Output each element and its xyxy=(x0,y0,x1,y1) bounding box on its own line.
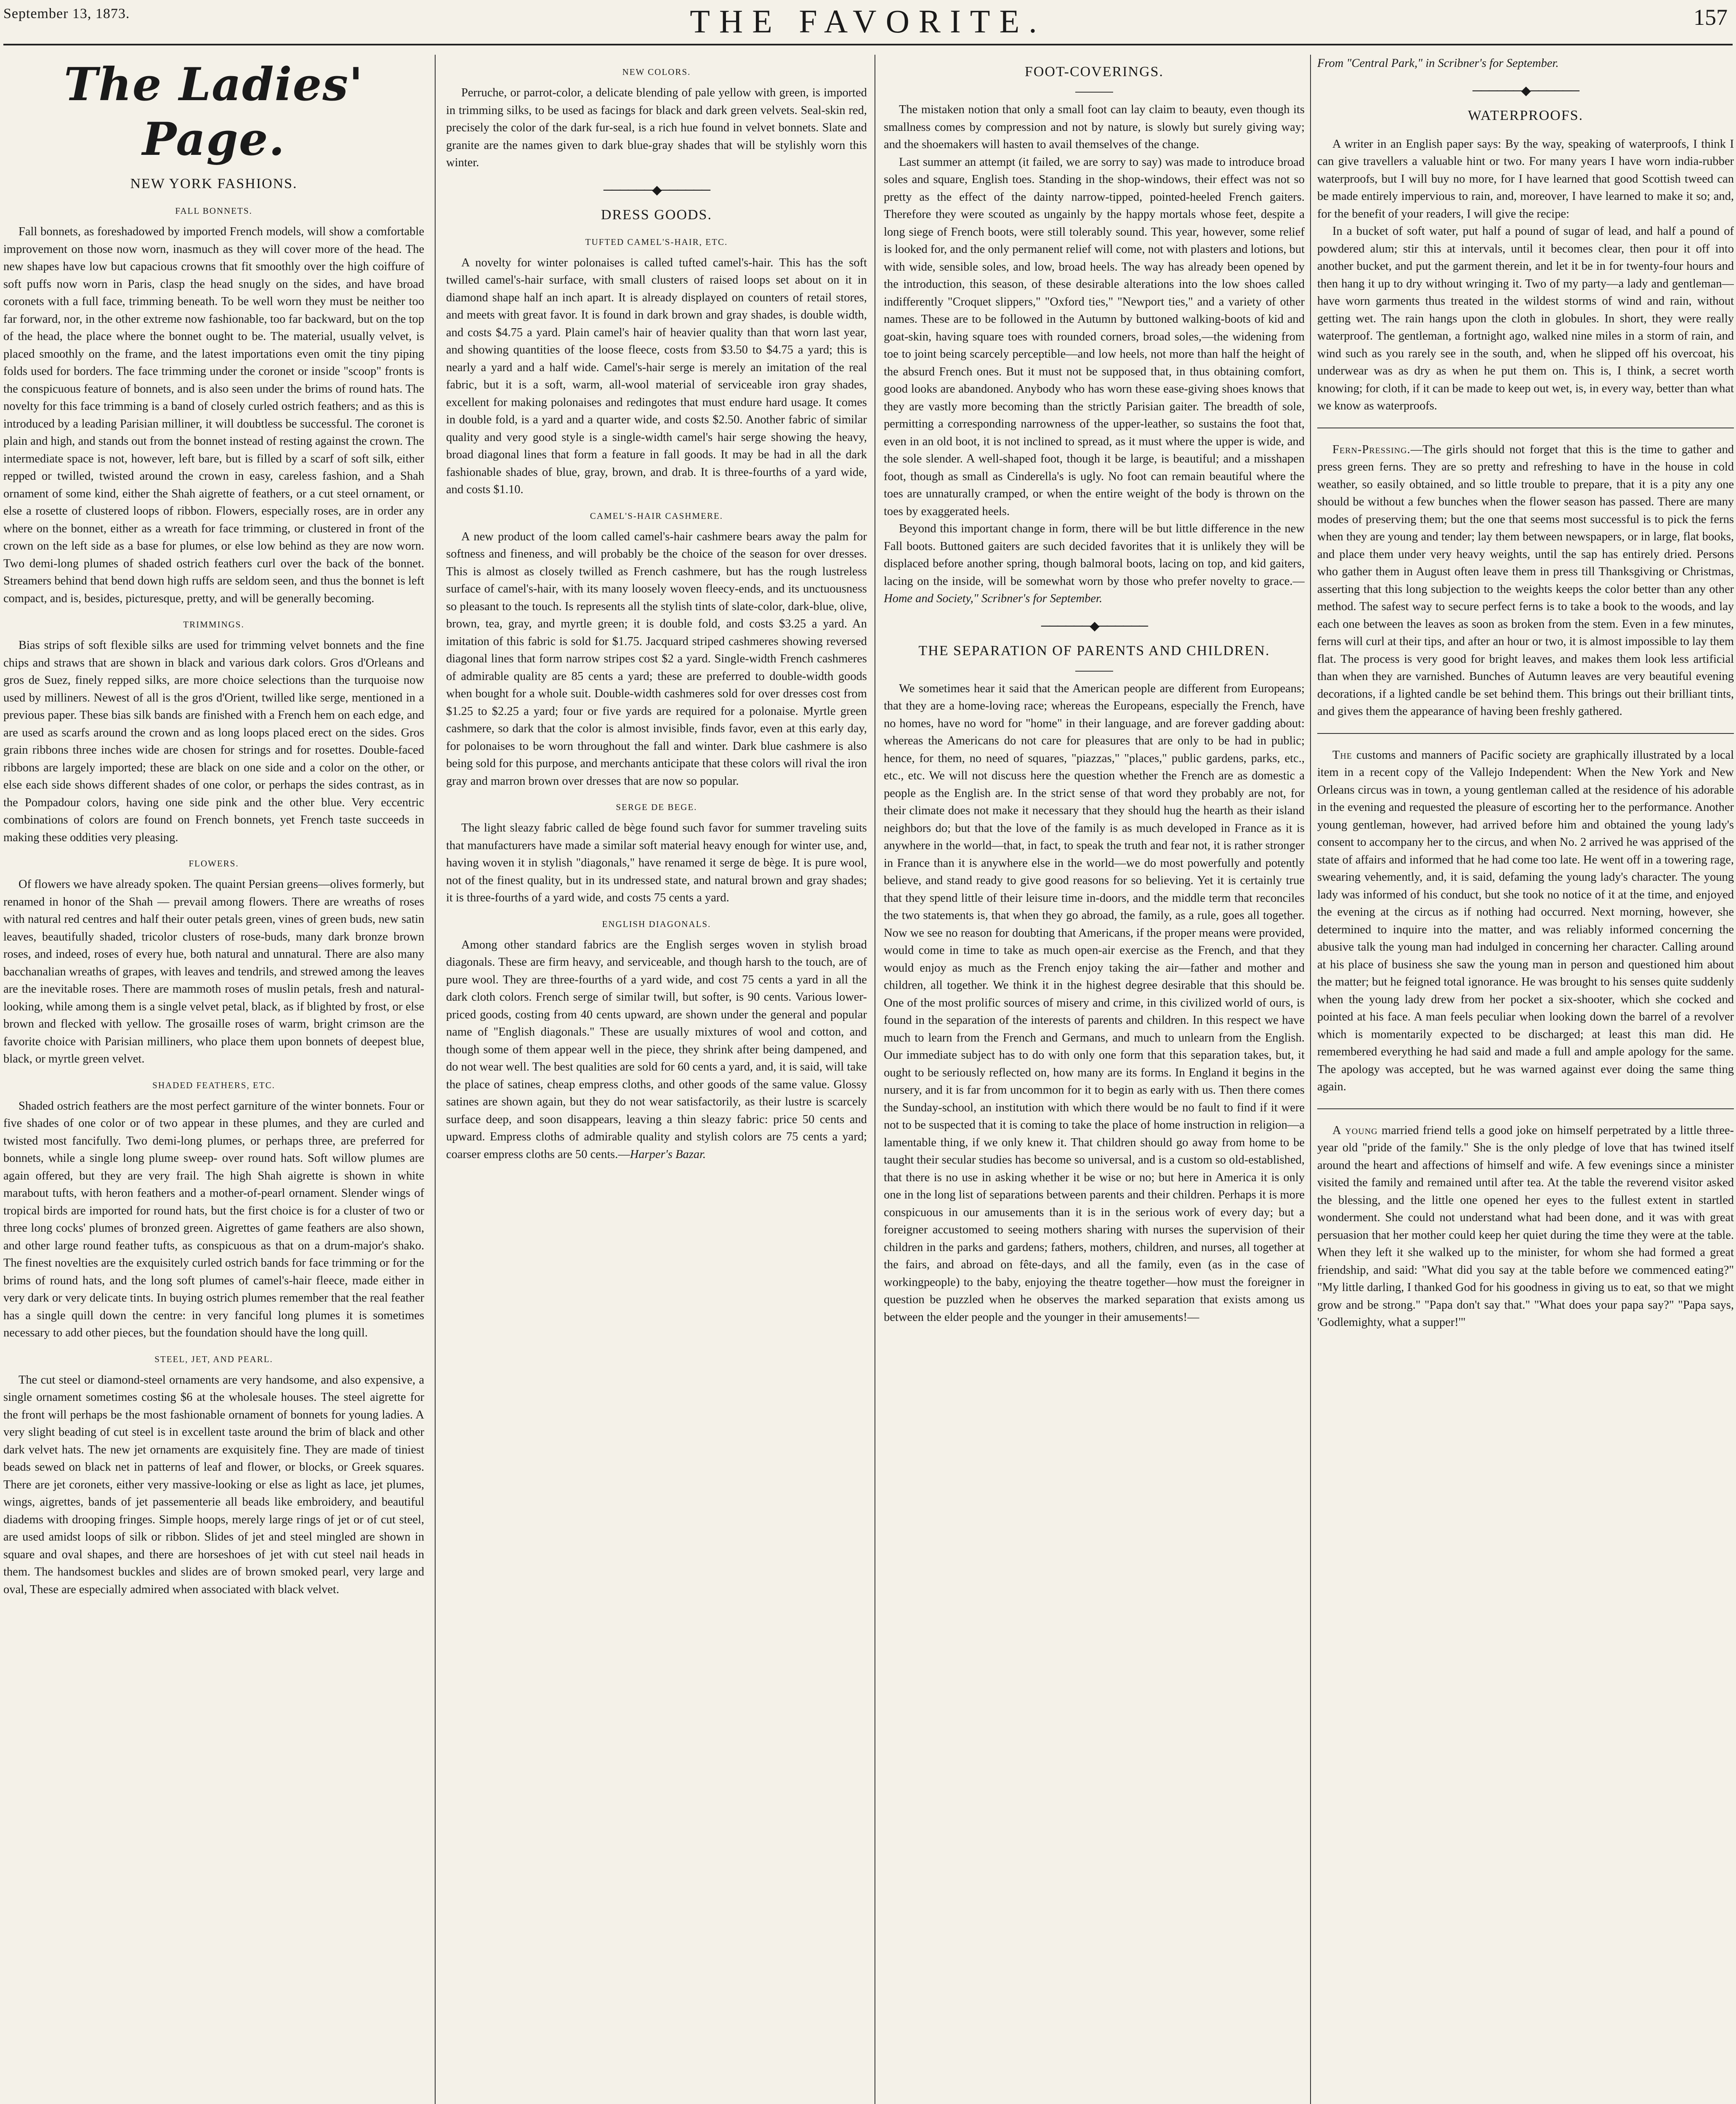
paragraph xyxy=(446,936,867,1164)
subheading-tufted: TUFTED CAMEL'S-HAIR, ETC. xyxy=(585,236,728,247)
paragraph: The light sleazy fabric called de bège found such favor for summer traveling suits that manufacturers have made a similar soft material heavy enough for winter use, and, having woven it in stylish "diagonals," have renamed it serge de bège. It is pure wool, not of the finest quality, but in its undressed state, and natural brown and gray shades; it is three-fourths of a yard wide, and costs 75 cents a yard. xyxy=(446,821,867,904)
paragraph: Fall bonnets, as foreshadowed by imported French models, will show a comfortable improvement on those now worn, inasmuch as they will cover more of the head. The new shapes have low but capacious crowns that fit smoothly over the high coiffure of soft puffs now worn in Paris, clasp the head snugly on the sides, and have broad coronets with a full face, trimming beneath. To be well worn they must be neither too far forward, nor, in the other extreme now fashionable, too far backward, but on the top of the head, the place where the bonnet ought to be. The material, usually velvet, is placed smoothly on the frame, and the latest importations even omit the tiny piping folds used for borders. The face trimming under the coronet or inside "scoop" fronts is the conspicuous feature of bonnets, and is also seen under the brims of round hats. The novelty for this face trimming is a band of closely curled ostrich feathers; and as this is introduced by a leading Parisian milliner, it will doubtless be successful. The coronet is plain and high, and stands out from the bonnet instead of resting against the crown. The intermediate space is not, however, left bare, but is filled by a scarf of soft silk, either repped or twilled, twisted around the crown in easy, careless fashion, and a Shah ornament of some kind, either the Shah aigrette of feathers, or a cut steel ornament, or else a rosette of clustered loops of ribbon. Flowers, especially roses, are in order any where on the bonnet, either as a wreath for face trimming, or clustered in front of the crown on the left side as a base for plumes, or else low behind as they are now worn. Two demi-long plumes of shaded ostrich feathers curl over the back of the bonnet. Streamers behind that bend down high ruffs are seldom seen, and thus the bonnet is left compact, and is, besides, picturesque, pretty, and will be generally becoming. xyxy=(3,225,424,605)
newspaper-title: THE FAVORITE. xyxy=(690,3,1046,40)
subheading-fall-bonnets: FALL BONNETS. xyxy=(175,206,253,216)
paragraph-text: —The girls should not forget that this is the time to gather and press green ferns. They are so pretty and refreshing to have in the house in cold weather, so easily obtained, and so little trouble to prepare, that it is a pity any one should be without a few bunches when the flower season has passed. There are many modes of preserving them; but the one that seems most successful is to pick the ferns when they are young and tender; lay them between newspapers, or in large, flat books, and place them under very heavy weights, until the sap has entirely dried. Persons who gather them in August often leave them in press till Thanksgiving or Christmas, asserting that this long subjection to the weights keeps the color better than any other method. The safest way to secure perfect ferns is to take a book to the woods, and lay each one between the leaves as soon as broken from the stem. Even in a few minutes, ferns will curl at their tips, and after an hour or two, it is almost impossible to lay them flat. The process is very good for bright leaves, and makes them look less artificial than when they are varnished. Bunches of Autumn leaves are very beautiful evening decorations, if a lighted candle be set behind them. This brings out their brilliant tints, and gives them the appearance of having been freshly gathered. xyxy=(1317,443,1734,718)
article-title-waterproofs: WATERPROOFS. xyxy=(1467,107,1584,123)
source-credit: From "Central Park," in Scribner's for September. xyxy=(1317,57,1559,70)
paragraph-text: customs and manners of Pacific society are graphically illustrated by a local item in a recent copy of the Vallejo Independent: When the New York and New Orleans circus was in town, a young gentleman called at the residence of his adorable in the evening and requested the pleasure of escorting her to the performance. Another young gentleman, however, had arrived before him and obtained the young lady's consent to accompany her to the circus, and when No. 2 arrived he was apprised of the state of affairs and informed that he had come too late. He went off in a towering rage, swearing vehemently, and, it is said, defaming the young lady's character. The young lady was informed of his conduct, but she took no notice of it at the time, and enjoyed the evening at the circus as if nothing had occurred. Next morning, however, she determined to inquire into the matter, and was reliably informed concerning the abusive talk the young man had indulged in concerning her character. Calling around at his place of business she saw the young man in person and questioned him about the matter; but he feigned total ignorance. He was brought to his senses quite suddenly when the young lady drew from her pocket a six-shooter, which she cocked and pointed at his face. A man feels peculiar when looking down the barrel of a revolver which is momentarily expected to be discharged; at least this man did. He remembered everything he had said and made a full and ample apology for the same. The apology was accepted, but he was warned against ever doing the same thing again. xyxy=(1317,748,1734,1093)
lead-in: The xyxy=(1332,748,1353,762)
paragraph: Perruche, or parrot-color, a delicate blending of pale yellow with green, is imported in trimming silks, to be used as facings for black and dark green velvets. Seal-skin red, precisely the color of the dark fur-seal, is a rich hue found in velvet bonnets. Slate and granite are the names given to dark blue-gray shades that will be stylishly worn this winter. xyxy=(446,86,867,169)
article-title-dress-goods: DRESS GOODS. xyxy=(601,207,712,223)
paragraph: Last summer an attempt (it failed, we are sorry to say) was made to introduce broad soles and square, English toes. Standing in the shop-windows, their effect was not so pretty as the effect of the dainty narrow-tipped, pointed-heeled French gaiters. Therefore they were scouted as ungainly by the happy mortals whose feet, despite a long siege of French boots, were still tolerably sound. This year, however, some relief is looked for, and the only permanent relief will come, not with plasters and lotions, but with wide, sensible soles, and low, broad heels. The way has already been opened by the introduction, this season, of these desirable alterations into the low shoes called indifferently "Croquet slippers," "Oxford ties," "Newport ties," and a variety of other names. These are to be followed in the Autumn by buttoned walking-boots of kid and goat-skin, having square toes with rounded corners, broad soles,—the widening from toe to joint being scarcely perceptible—and low heels, not more than half the height of the absurd French ones. But it must not be supposed that, in thus obtaining comfort, good looks are abandoned. Anybody who has worn these ease-giving shoes knows that they are vastly more becoming than the strictly Parisian gaiter. The breadth of sole, permitting a corresponding narrowness of the upper-leather, so sustains the foot that, even in an old boot, it is not inclined to spread, as it must where the upper is wide, and the sole slender. A well-shaped foot, though it be large, is beautiful; and a misshapen foot, though as small as Cinderella's is ugly. No foot can remain beautiful where the toes are unnaturally cramped, or when the entire weight of the body is thrown on the toes by exaggerated heels. xyxy=(884,155,1305,518)
paragraph-text: Among other standard fabrics are the English serges woven in stylish broad diagonals. These are firm heavy, and serviceable, and though harsh to the touch, are of pure wool. They are three-fourths of a yard wide, and cost 75 cents a yard in all the dark cloth colors. French serge of similar twill, but softer, is 90 cents. Various lower-priced goods, costing from 40 cents upward, are shown under the general and popular name of "English diagonals." These are usually mixtures of wool and cotton, and though some of them appear well in the piece, they shrink after being dampened, and do not wear well. The best qualities are sold for 60 cents a yard, and, it is said, will take the place of satines, cheap empress cloths, and other goods of the same value. Glossy satines are shown again, but they do not wear satisfactorily, as their lustre is scarcely surface deep, and soon disappears, leaving a thin sleazy fabric: price 50 cents and upward. Empress cloths of admirable quality and stylish colors are 75 cents a yard; coarser empress cloths are 50 cents.— xyxy=(446,938,867,1161)
paragraph-text: married friend tells a good joke on himself perpetrated by a little three-year old "pride of the family." She is the only pledge of love that has twined itself around the heart and affections of himself and wife. A few evenings since a minister visited the family and remained until after tea. At the table the reverend visitor asked the blessing, and the little one opened her eyes to the fullest extent in startled wonderment. She could not understand what had been done, and it was with great persuasion that her mother could keep her quiet during the time they were at the table. When they left it she walked up to the minister, for whom she had formed a great friendship, and said: "What did you say at the table before we commenced eating?" "My little darling, I thanked God for his goodness in giving us to eat, so that we might grow and be strong." "Papa don't say that." "What does your papa say?" "Papa says, 'Godlemighty, what a supper!'" xyxy=(1317,1124,1734,1329)
article-title-fashions: NEW YORK FASHIONS. xyxy=(130,176,298,191)
column-divider xyxy=(1310,55,1311,2104)
column-1 xyxy=(3,55,424,2104)
lead-in: Fern-Pressing. xyxy=(1332,443,1411,456)
paragraph: A novelty for winter polonaises is called tufted camel's-hair. This has the soft twilled camel's-hair surface, with small clusters of raised loops set about on it in diamond shape half an inch apart. It is already displayed on counters of retail stores, and meets with great favor. It is found in dark brown and gray shades, is double width, and costs $4.75 a yard. Plain camel's hair of heavier quality than that worn last year, and showing quantities of the loose fleece, costs from $3.50 to $4.75 a yard; this is nearly a yard and a half wide. Camel's-hair serge is merely an imitation of the real fabric, but it is a soft, warm, all-wool material of serviceable iron gray shades, excellent for making polonaises and redingotes that must endure hard usage. It comes in double fold, is a yard and a quarter wide, and costs $2.50. Another fabric of similar quality and very good style is a single-width camel's hair serge showing the heavy, broad diagonal lines that form a feature in fall goods. It may be had in all the dark fashionable shades of blue, gray, brown, and drab. It is three-fourths of a yard wide, and costs $1.10. xyxy=(446,256,867,496)
paragraph: The cut steel or diamond-steel ornaments are very handsome, and also expensive, a single ornament sometimes costing $6 at the wholesale houses. The steel aigrette for the front will perhaps be the most fashionable ornament of bonnets for young ladies. A very slight beading of cut steel is in excellent taste around the brim of black and other dark velvet hats. The new jet ornaments are exquisitely fine. They are made of tiniest beads sewed on black net in patterns of leaf and flower, or blocks, or Greek squares. There are jet coronets, either very massive-looking or else as light as lace, jet plumes, wings, aigrettes, bands of jet passementerie all beads like embroidery, and beautiful diadems with drooping fringes. Simple hoops, merely large rings of jet or of cut steel, are used amidst loops of silk or ribbon. Slides of jet and steel mingled are shown in square and oval shapes, and there are horseshoes of jet with cut steel nail heads in them. The handsomest buckles and slides are of brown smoked pearl, very large and oval, These are especially admired when associated with black velvet. xyxy=(3,1373,424,1596)
subheading-trimmings: TRIMMINGS. xyxy=(183,619,245,630)
subheading-serge: SERGE DE BEGE. xyxy=(616,802,697,812)
paragraph: A writer in an English paper says: By the way, speaking of waterproofs, I think I can give travellers a valuable hint or two. For many years I have worn india-rubber waterproofs, but I will buy no more, for I have learned that good Scottish tweed can be made entirely impervious to rain, and, moreover, I have learned to make it so; and, for the benefit of your readers, I will give the recipe: xyxy=(1317,137,1734,220)
paragraph xyxy=(1317,55,1734,72)
paragraph xyxy=(1317,441,1734,720)
issue-date: September 13, 1873. xyxy=(3,6,130,21)
source-credit: Home and Society," Scribner's for September. xyxy=(884,592,1103,605)
section-rule xyxy=(1317,1108,1734,1109)
paragraph: Bias strips of soft flexible silks are used for trimming velvet bonnets and the fine chips and straws that are shown in black and various dark colors. Gros d'Orleans and gros de Suez, finely repped silks, are more choice selections than the turquoise now used by milliners. Newest of all is the gros d'Orient, twilled like serge, mentioned in a previous paper. These bias silk bands are finished with a French hem on each edge, and are used as scarfs around the crown and as long loops placed erect on the sides. Gros grain ribbons three inches wide are chosen for strings and for rosettes. Double-faced ribbons are largely imported; these are black on one side and a color on the other, or else each side shows different shades of one color, or perhaps the sides contrast, as in the Pompadour colors, having one side pink and the other blue. Very eccentric combinations of colors are found on French bonnets, yet French taste succeeds in making these oddities very pleasing. xyxy=(3,639,424,844)
lead-in: A young xyxy=(1332,1124,1378,1137)
column-3 xyxy=(884,55,1305,2104)
paragraph: The mistaken notion that only a small foot can lay claim to beauty, even though its smallness comes by compression and not by nature, is slowly but surely giving way; and the shoemakers will hasten to avail themselves of the change. xyxy=(884,103,1305,151)
subheading-new-colors: NEW COLORS. xyxy=(622,67,691,77)
section-ornament: ──────◆────── xyxy=(603,183,710,197)
subheading-diagonals: ENGLISH DIAGONALS. xyxy=(602,919,711,929)
title-rule xyxy=(1075,671,1113,672)
subheading-cashmere: CAMEL'S-HAIR CASHMERE. xyxy=(590,510,723,521)
paragraph: A new product of the loom called camel's-hair cashmere bears away the palm for softness and fineness, and will probably be the choice of the season for over dresses. This is almost as closely twilled as French cashmere, but has the rough lustreless surface of camel's-hair, with its many loosely woven fleecy-ends, and its unctuousness so pleasant to the touch. Is represents all the stylish tints of slate-color, dark-blue, olive, brown, tea, gray, and myrtle green; it is double fold, and costs $3.25 a yard. An imitation of this fabric is sold for $1.75. Jacquard striped cashmeres showing reversed diagonal lines that form narrow stripes cost $2 a yard. Single-width French cashmeres of admirable quality are 85 cents a yard; these are preferred to double-width goods when bought for a whole suit. Double-width cashmeres sold for over dresses cost from $1.25 to $2.25 a yard; four or five yards are required for a polonaise. Myrtle green cashmere, so dark that the color is almost invisible, finds favor, even at this early day, for polonaises to be worn throughout the fall and winter. Dark blue cashmere is also being sold for this purpose, and merchants anticipate that these colors will rival the iron gray and marron brown over dresses that are now so popular. xyxy=(446,530,867,788)
section-masthead: The Ladies' Page. xyxy=(64,58,364,166)
paragraph xyxy=(1317,746,1734,1096)
subheading-steel-jet-pearl: STEEL, JET, AND PEARL. xyxy=(154,1354,273,1364)
paragraph: We sometimes hear it said that the American people are different from Europeans; that they are a home-loving race; whereas the Europeans, especially the French, have no homes, have no word for "home" in their language, and are forever gadding about: whereas the Americans do not care for pleasures that are only to be had in public; hence, for them, no need of squares, "piazzas," "places," public gardens, parks, etc., etc., etc. We will not discuss here the question whether the French are as domestic a people as the English are. In the strict sense of that word they probably are not, for their climate does not make it necessary that they should hug the hearth as their island neighbors do; but that the love of the family is as much developed in France as it is anywhere in the world—that, in fact, to speak the truth and fear not, it is rather stronger in France than it is anywhere else in the world—we do most powerfully and potently believe, and stand ready to give good reasons for so believing. Yet it is certainly true that they spend little of their leisure time in-doors, and the middle term that reconciles the two statements is, that when they go abroad, the family, as a rule, goes all together. Now we see no reason for doubting that Americans, if the proper means were provided, would come in time to take as much open-air exercise as the French, and that they would enjoy as much as the French enjoy taking the air—father and mother and children, all together. We think it in the highest degree desirable that this should be. One of the most prolific sources of misery and crime, in this civilized world of ours, is found in the separation of the interests of parents and children. In this respect we have much to learn from the French and Germans, and much to unlearn from the English. Our immediate subject has to do with only one form that this separation takes, but, it ought to be seriously reflected on, how many are its forms. In England it begins in the nursery, and it is far from uncommon for it to begin as early with us. Then there comes the Sunday-school, an institution with which there would be no fault to find if it were not to be suspected that it is coming to take the place of home instruction in religion—a lamentable thing, if we only knew it. That children should go away from home to be taught their secular studies has become so universal, and is a custom so old-established, that there is no use in asking whether it be wise or no; but here in America it is only one in the long list of separations between parents and their children. Perhaps it is more conspicuous in our amusements than it is in the serious work of every day; but a foreigner accustomed to seeing mothers sharing with nurses the supervision of their children in the parks and gardens; fathers, mothers, children, and nurses, all together at the fairs, and abroad on fête-days, and all the family, even (as in the case of workingpeople) to the baby, enjoying the theatre together—how must the foreigner in question be puzzled when he observes the marked separation that exists among us between the elder people and the younger in their amusements!— xyxy=(884,682,1305,1324)
article-title-separation: THE SEPARATION OF PARENTS AND CHILDREN. xyxy=(918,643,1270,659)
subheading-shaded-feathers: SHADED FEATHERS, ETC. xyxy=(152,1080,275,1090)
article-title-foot-coverings: FOOT-COVERINGS. xyxy=(1024,64,1164,80)
paragraph: In a bucket of soft water, put half a pound of sugar of lead, and half a pound of powdered alum; stir this at intervals, until it becomes clear, then pour it off into another bucket, and put the garment therein, and let it be in for twenty-four hours and then hang it up to dry without wringing it. Two of my party—a lady and gentleman—have worn garments thus treated in the wildest storms of wind and rain, without getting wet. The rain hangs upon the cloth in globules. In short, they were really waterproof. The gentleman, a fortnight ago, walked nine miles in a storm of rain, and wind such as you rarely see in the south, and, when he slipped off his overcoat, his underwear was as dry as when he put them on. This is, I think, a secret worth knowing; for cloth, if it can be made to keep out wet, is, in every way, better than what we know as waterproofs. xyxy=(1317,225,1734,412)
paragraph: Shaded ostrich feathers are the most perfect garniture of the winter bonnets. Four or five shades of one color or of two appear in these plumes, and they are curled and twisted most fancifully. Two demi-long plumes, or perhaps three, are preferred for bonnets, while a single long plume sweep- over round hats. Soft willow plumes are again offered, but they are very frail. The high Shah aigrette is shown in white marabout tufts, with heron feathers and a mother-of-pearl ornament. Slender wings of tropical birds are imported for round hats, but the first choice is for a cluster of two or three long cocks' plumes of bronzed green. Aigrettes of game feathers are also shown, and other large round feather tufts, as conspicuous as that on a drum-major's shako. The finest novelties are the exquisitely curled ostrich bands for face trimming or for the brims of round hats, and the long soft plumes of camel's-hair fleece, made either in very dark or very delicate tints. In buying ostrich plumes remember that the real feather has a single quill down the centre: in very fanciful long plumes it is sometimes necessary to add other pieces, but the foundation should have the long quill. xyxy=(3,1099,424,1339)
section-rule xyxy=(1317,733,1734,734)
section-ornament: ──────◆────── xyxy=(1041,619,1148,633)
paragraph xyxy=(884,520,1305,608)
source-credit: Harper's Bazar. xyxy=(630,1148,706,1161)
paragraph xyxy=(1317,1122,1734,1331)
subheading-flowers: FLOWERS. xyxy=(189,858,239,869)
page-number: 157 xyxy=(1693,5,1728,30)
column-2 xyxy=(446,55,867,2104)
section-ornament: ──────◆────── xyxy=(1472,83,1579,98)
paragraph: Of flowers we have already spoken. The quaint Persian greens—olives formerly, but renamed in honor of the Shah — prevail among flowers. There are wreaths of roses with natural red centres and half their outer petals green, vines of green buds, new satin leaves, beautifully shaded, tricolor clusters of rose-buds, many dark bronze brown roses, and indeed, roses of every hue, both natural and unnatural. There are also many bacchanalian wreaths of grapes, with leaves and tendrils, and strewed among the leaves are the inevitable roses. There are mammoth roses of muslin petals, fresh and natural-looking, while among them is a single velvet petal, black, as if blighted by frost, or else brown and flecked with yellow. The grosaille roses of warm, bright crimson are the favorite choice with Parisian milliners, who place them upon bonnets of deepest blue, black, or myrtle green velvet. xyxy=(3,878,424,1065)
paragraph-text: Beyond this important change in form, there will be but little difference in the new Fall boots. Buttoned gaiters are such decided favorites that it is unlikely they will be displaced before another spring, though balmoral boots, lacing on top, and kid gaiters, lacing on the inside, will be somewhat worn by those who prefer novelty to grace.— xyxy=(884,522,1305,588)
header-rule xyxy=(3,44,1733,45)
title-rule xyxy=(1075,92,1113,93)
column-4 xyxy=(1317,55,1734,2104)
column-divider xyxy=(435,55,436,2104)
